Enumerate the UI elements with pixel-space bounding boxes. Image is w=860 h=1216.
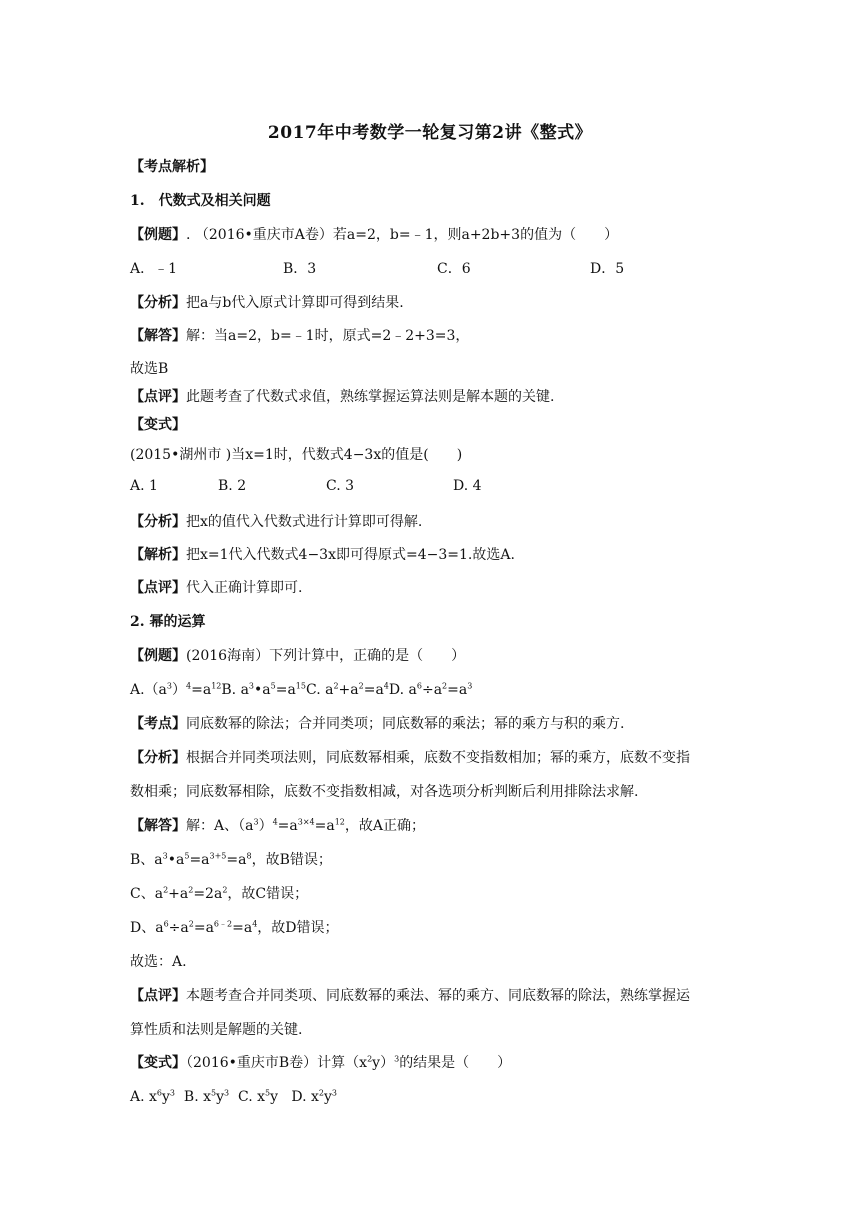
example2-text: (2016海南）下列计算中，正确的是（ ） [186, 648, 466, 664]
section1-fenxi2 [130, 513, 422, 531]
jieda-tag: 【解答】 [130, 328, 186, 344]
fenxi3-tag: 【分析】 [130, 750, 186, 766]
section1-fenxi [130, 294, 404, 312]
section2-kaodian [130, 715, 624, 733]
section2-heading: 2. 幂的运算 [130, 614, 206, 630]
kaodian-tag: 【考点】 [130, 716, 186, 732]
dianping-tag: 【点评】 [130, 389, 186, 405]
example-text: . （2016•重庆市A卷）若a=2，b=﹣1，则a+2b+3的值为（ ） [186, 227, 619, 243]
section1-bianshi-text: (2015•湖州市 )当x=1时，代数式4−3x的值是( ) [130, 447, 463, 463]
section2-conclusion: 故选：A. [130, 954, 187, 970]
bianshi-option-d: D. 4 [453, 478, 482, 494]
section2-dianping-line2: 算性质和法则是解题的关键. [130, 1022, 303, 1038]
bianshi-option-b: B. 2 [218, 478, 247, 494]
section2-options-formula: $A.(a^3)^4=a^{12}B$. $a^3•a^5=a^{15}C$. $a^2+a^2=a^4D$. $a^6\div a^2=a^3$ [130, 681, 473, 698]
bianshi2-text-after: 的结果是（ ） [399, 1055, 512, 1071]
section1-bianshi-options [130, 477, 530, 495]
section-label-kaodian: 【考点解析】 [130, 159, 214, 175]
fenxi-text: 把a与b代入原式计算即可得到结果. [186, 295, 404, 311]
document-title: 2017年中考数学一轮复习第2讲《整式》 [267, 123, 593, 143]
option-a: A．﹣1 [130, 261, 178, 277]
option-d: D．5 [590, 261, 625, 277]
section1-jiexi2 [130, 546, 515, 564]
bianshi2-tag: 【变式】 [130, 1055, 186, 1071]
section2-bianshi: 【变式】（2016•重庆市B卷）计算$(x^2y)^3$的结果是（ ） [130, 1054, 512, 1071]
section2-jieda-a [130, 817, 425, 835]
dianping2-tag: 【点评】 [130, 580, 186, 596]
jiexi2-tag: 【解析】 [130, 547, 186, 563]
section1-options [130, 260, 730, 278]
section1-bianshi-tag: 【变式】 [130, 417, 186, 433]
option-b: B．3 [283, 261, 317, 277]
section1-heading: 1. 代数式及相关问题 [130, 193, 271, 209]
example2-tag: 【例题】 [130, 648, 186, 664]
section1-dianping2 [130, 579, 302, 597]
section2-bianshi-options: A. $x^6y^3$ B. $x^5y^3$ C. $x^5y$ D. $x^2y^3$ [130, 1088, 338, 1105]
kaodian-text: 同底数幂的除法；合并同类项；同底数幂的乘法；幂的乘方与积的乘方. [186, 716, 625, 732]
jieda3-tag: 【解答】 [130, 818, 186, 834]
section2-jieda-c: C、$a^2+a^2=2a^2$，故C错误； [130, 885, 309, 902]
dianping3-tag: 【点评】 [130, 988, 186, 1004]
section1-answer: 故选B [130, 361, 169, 377]
jieda3-formula-a: 解：A、$(a^3)^4=a^{3\times 4}=a^{12}$，故A正确； [186, 817, 426, 834]
jiexi2-text: 把x=1代入代数式4−3x即可得原式=4−3=1.故选A. [186, 547, 515, 563]
jieda-text: 解：当a=2，b=﹣1时，原式=2﹣2+3=3， [186, 328, 470, 344]
option-c: C．6 [437, 261, 471, 277]
section1-example [130, 226, 618, 244]
example-tag: 【例题】 [130, 227, 186, 243]
bianshi2-text-before: （2016•重庆市B卷）计算（x [186, 1055, 368, 1071]
bianshi-option-c: C. 3 [326, 478, 355, 494]
section2-jieda-b: B、$a^3•a^5=a^{3+5}=a^8$，故B错误； [130, 851, 332, 868]
dianping-text: 此题考查了代数式求值，熟练掌握运算法则是解本题的关键. [186, 389, 555, 405]
fenxi2-tag: 【分析】 [130, 514, 186, 530]
fenxi2-text: 把x的值代入代数式进行计算即可得解. [186, 514, 423, 530]
section2-fenxi-line2: 数相乘；同底数幂相除，底数不变指数相减，对各选项分析判断后利用排除法求解. [130, 784, 639, 800]
section2-example [130, 647, 465, 665]
dianping2-text: 代入正确计算即可. [186, 580, 303, 596]
bianshi-option-a: A. 1 [130, 478, 158, 494]
fenxi3-text-1: 根据合并同类项法则，同底数幂相乘，底数不变指数相加；幂的乘方，底数不变指 [186, 750, 690, 766]
section1-jieda [130, 327, 469, 345]
dianping3-text-1: 本题考查合并同类项、同底数幂的乘法、幂的乘方、同底数幂的除法，熟练掌握运 [186, 988, 690, 1004]
section1-dianping [130, 388, 554, 406]
section2-dianping-line1 [130, 987, 690, 1005]
section2-fenxi-line1 [130, 749, 690, 767]
fenxi-tag: 【分析】 [130, 295, 186, 311]
section2-jieda-d: D、$a^6\div a^2=a^{6﹣2}=a^4$，故D错误； [130, 919, 339, 936]
